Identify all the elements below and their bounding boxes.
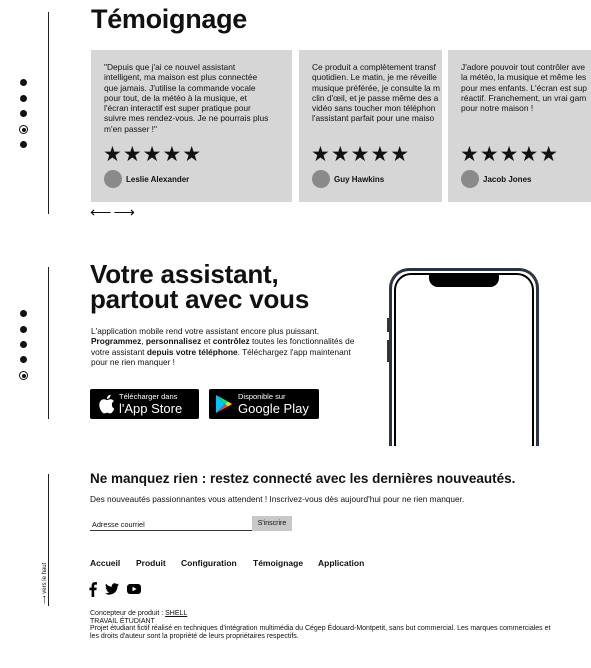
desc-bold: personnalisez (145, 336, 202, 347)
google-play-icon (215, 394, 233, 414)
section-title-app (90, 259, 310, 314)
desc-text: toutes les fonctionnalités de votre assistant (91, 336, 355, 357)
testimonial-author: Guy Hawkins (334, 175, 385, 184)
rating-stars: ★★★★★ (311, 143, 411, 166)
nav-dot-4[interactable] (20, 356, 27, 363)
phone-side-button (387, 318, 389, 332)
testimonial-card (448, 50, 591, 202)
desc-text: . Téléchargez l'app maintenant pour ne rien manquer ! (91, 346, 351, 368)
app-title-line-2: partout avec vous (90, 284, 310, 314)
desc-bold: depuis votre téléphone (146, 346, 238, 357)
student-work-label: TRAVAIL ÉTUDIANT (90, 617, 155, 625)
newsletter-description: Des nouveautés passionnantes vous attendent ! Inscrivez-vous dès aujourd'hui pour ne rien manquer. (90, 494, 465, 504)
phone-mockup (389, 268, 539, 468)
testimonial-author: Jacob Jones (483, 175, 532, 184)
app-description (91, 326, 361, 368)
twitter-icon[interactable] (105, 583, 119, 595)
testimonial-author: Leslie Alexander (126, 175, 190, 184)
google-play-small-label: Disponible sur (238, 392, 286, 401)
google-play-button[interactable] (209, 389, 319, 419)
section-rail-3 (48, 474, 49, 606)
back-to-top-link[interactable]: ⟶ vers le haut (42, 562, 48, 604)
avatar (312, 170, 330, 188)
app-store-button[interactable] (90, 389, 199, 419)
rating-stars: ★★★★★ (103, 143, 203, 166)
footer-link-temoignage[interactable]: Témoignage (253, 558, 304, 568)
email-field[interactable] (90, 518, 252, 531)
section-title-testimonials: Témoignage (91, 4, 248, 34)
testimonial-card (299, 50, 442, 202)
google-play-big-label: Google Play (238, 401, 309, 416)
nav-dot-1[interactable] (20, 79, 27, 86)
desc-bold: Programmez (91, 336, 142, 347)
testimonial-quote: J'adore pouvoir tout contrôler ave la météo, la musique et même les pour mes enfants. L'écran est sup réactif. Franchement, un vrai gam pour notre maison ! (461, 62, 587, 114)
footer-link-configuration[interactable]: Configuration (181, 558, 237, 568)
subscribe-button[interactable]: S'inscrire (252, 516, 292, 531)
footer-link-accueil[interactable]: Accueil (90, 558, 121, 568)
legal-notice (90, 610, 560, 640)
phone-notch (429, 273, 499, 287)
facebook-icon[interactable] (89, 582, 97, 597)
desc-bold: contrôlez (212, 336, 250, 347)
nav-dot-active[interactable] (19, 371, 28, 380)
designer-link[interactable]: SHELL (165, 610, 188, 617)
nav-dot-2[interactable] (20, 95, 27, 102)
desc-text: , (141, 336, 146, 347)
avatar (461, 170, 479, 188)
footer-link-application[interactable]: Application (318, 558, 365, 568)
youtube-icon[interactable] (127, 584, 141, 594)
testimonial-carousel[interactable] (91, 50, 591, 202)
section-rail-1 (48, 12, 49, 214)
avatar (104, 170, 122, 188)
app-store-small-label: Télécharger dans (119, 392, 178, 401)
app-title-line-1: Votre assistant, (90, 259, 279, 289)
nav-dot-2[interactable] (20, 326, 27, 333)
nav-dot-3[interactable] (20, 341, 27, 348)
desc-text: L'application mobile rend votre assistant encore plus puissant. (91, 326, 320, 336)
app-store-big-label: l'App Store (119, 401, 183, 416)
newsletter-title: Ne manquez rien : restez connecté avec les dernières nouveautés. (90, 471, 516, 486)
apple-icon (98, 394, 115, 414)
footer-link-produit[interactable]: Produit (136, 558, 166, 568)
designer-label: Concepteur de produit : (90, 610, 166, 617)
nav-dot-5[interactable] (20, 141, 27, 148)
section-rail-2 (48, 267, 49, 419)
nav-dot-1[interactable] (20, 310, 27, 317)
carousel-arrows[interactable]: ⟵⟶ (90, 204, 138, 221)
testimonial-quote: Ce produit a complètement transf quotidien. Le matin, je me réveille musique préférée, je consulte la m clin d'œil, et je passe même des a vidéo sans toucher mon téléphon l'assistant parfait pour une maiso (312, 62, 441, 124)
testimonial-card (91, 50, 292, 202)
disclaimer-text: Projet étudiant fictif réalisé en techniques d'intégration multimédia du Cégep Édouard-Montpetit, sans but commercial. Les marques commerciales et les droits d'auteur sont la propriété de leurs propriétaires respectifs. (90, 625, 551, 640)
nav-dot-3[interactable] (20, 110, 27, 117)
rating-stars: ★★★★★ (460, 143, 560, 166)
testimonial-quote: "Depuis que j'ai ce nouvel assistant intelligent, ma maison est plus connectée que jamais. J'utilise la commande vocale pour tout, de la météo à la musique, et l'écran interactif est super pratique pour suivre mes rendez-vous. Je ne pourrais plus m'en passer !" (104, 62, 269, 134)
desc-text: et (201, 336, 213, 347)
nav-dot-active[interactable] (19, 125, 28, 134)
phone-side-button (387, 340, 389, 362)
